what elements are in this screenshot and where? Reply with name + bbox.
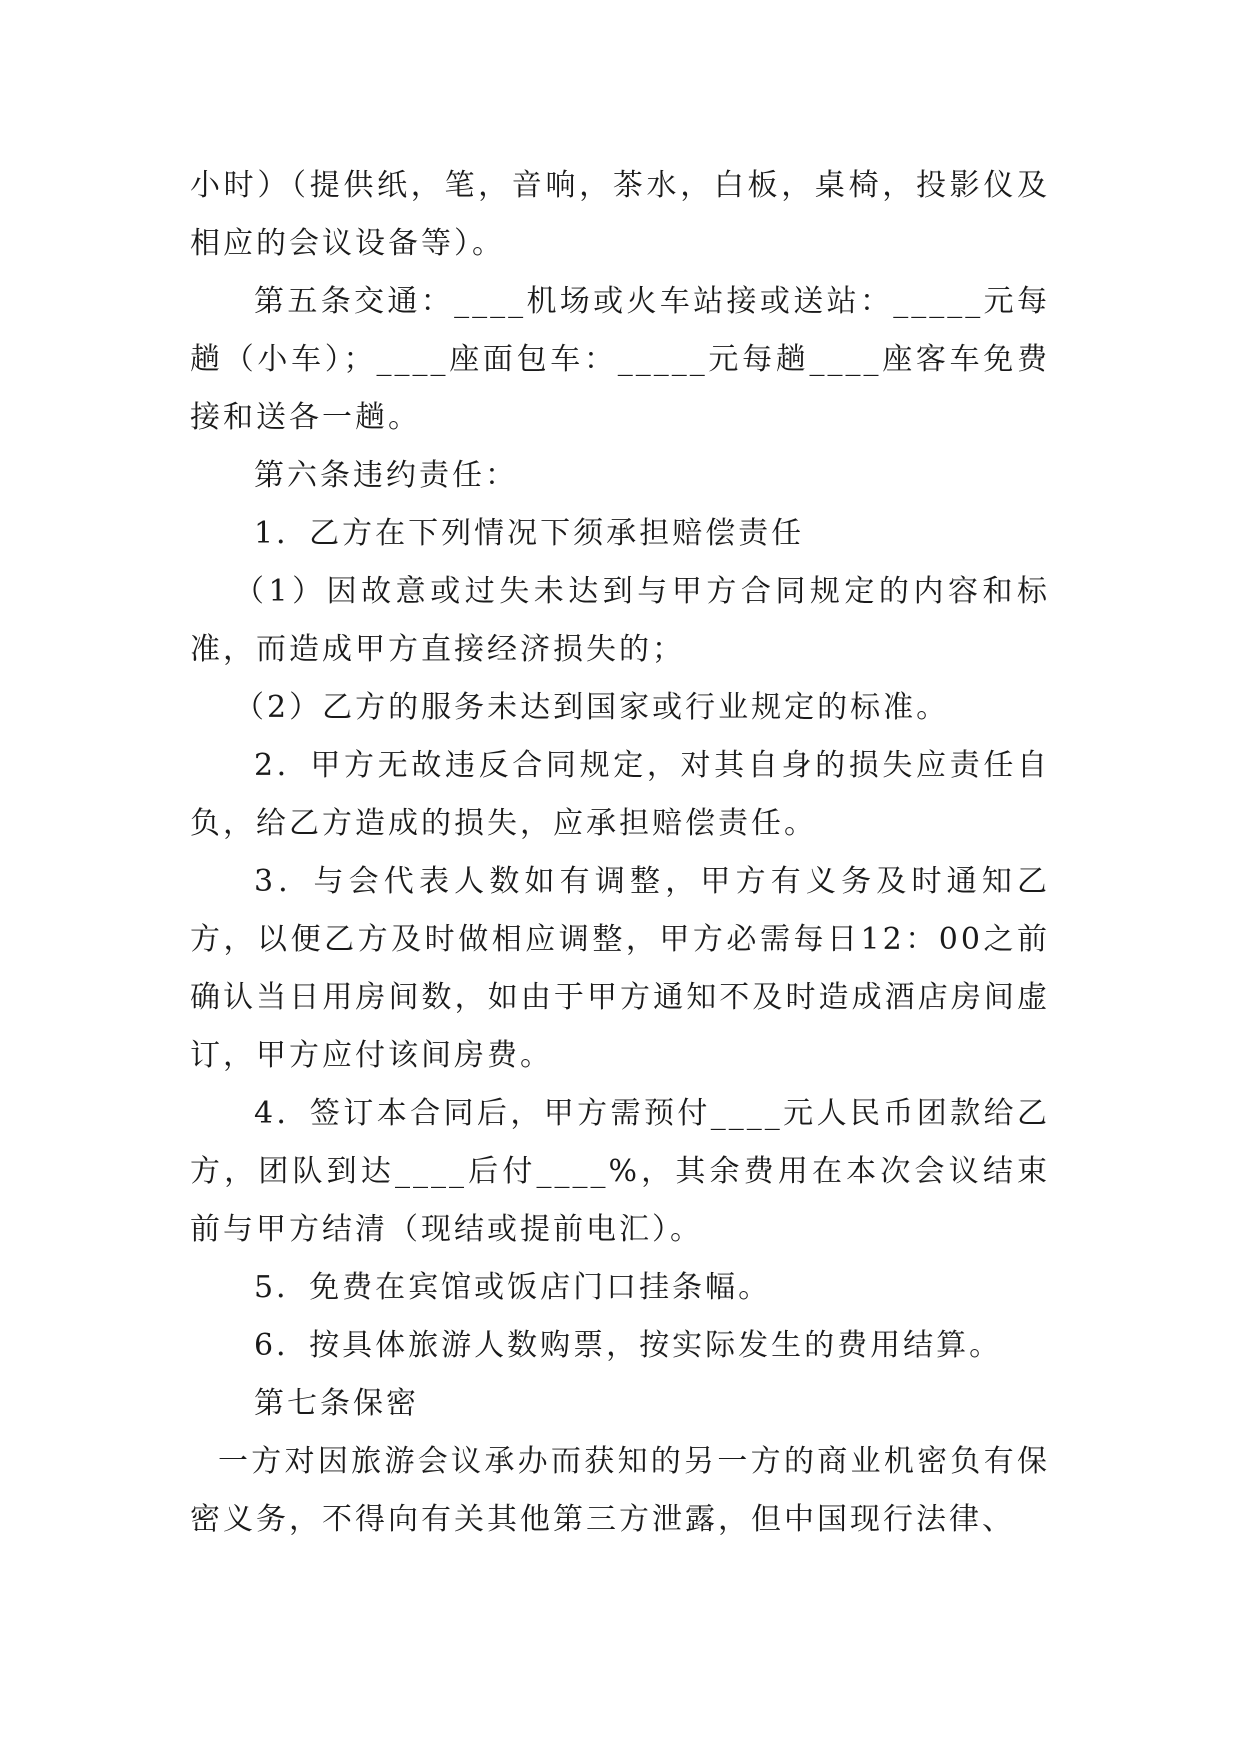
paragraph-item-1: 1．乙方在下列情况下须承担赔偿责任: [254, 516, 805, 551]
document-body: [190, 157, 1050, 1549]
paragraph-article-6-heading: 第六条违约责任：: [254, 458, 518, 493]
paragraph-item-5: 5．免费在宾馆或饭店门口挂条幅。: [254, 1270, 772, 1305]
paragraph-article-5-transport: 第五条交通：____机场或火车站接或送站：_____元每趟（小车）；____座面包车：_____元每趟____座客车免费接和送各一趟。: [190, 284, 1050, 435]
paragraph-item-6: 6．按具体旅游人数购票，按实际发生的费用结算。: [254, 1328, 1003, 1363]
paragraph-item-1-1: （1）因故意或过失未达到与甲方合同规定的内容和标准，而造成甲方直接经济损失的；: [190, 574, 1050, 667]
paragraph-article-7-heading: 第七条保密: [254, 1386, 419, 1421]
paragraph-item-4: 4．签订本合同后，甲方需预付____元人民币团款给乙方，团队到达____后付____%，其余费用在本次会议结束前与甲方结清（现结或提前电汇）。: [190, 1096, 1050, 1247]
paragraph-meeting-equipment: 小时）（提供纸，笔，音响，茶水，白板，桌椅，投影仪及相应的会议设备等）。: [190, 168, 1050, 261]
paragraph-item-1-2: （2）乙方的服务未达到国家或行业规定的标准。: [234, 690, 950, 725]
paragraph-item-2: 2．甲方无故违反合同规定，对其自身的损失应责任自负，给乙方造成的损失，应承担赔偿责任。: [190, 748, 1050, 841]
paragraph-item-3: 3．与会代表人数如有调整，甲方有义务及时通知乙方，以便乙方及时做相应调整，甲方必需每日12：00之前确认当日用房间数，如由于甲方通知不及时造成酒店房间虚订，甲方应付该间房费。: [190, 864, 1050, 1073]
paragraph-confidentiality: 一方对因旅游会议承办而获知的另一方的商业机密负有保密义务，不得向有关其他第三方泄露，但中国现行法律、: [190, 1444, 1050, 1537]
